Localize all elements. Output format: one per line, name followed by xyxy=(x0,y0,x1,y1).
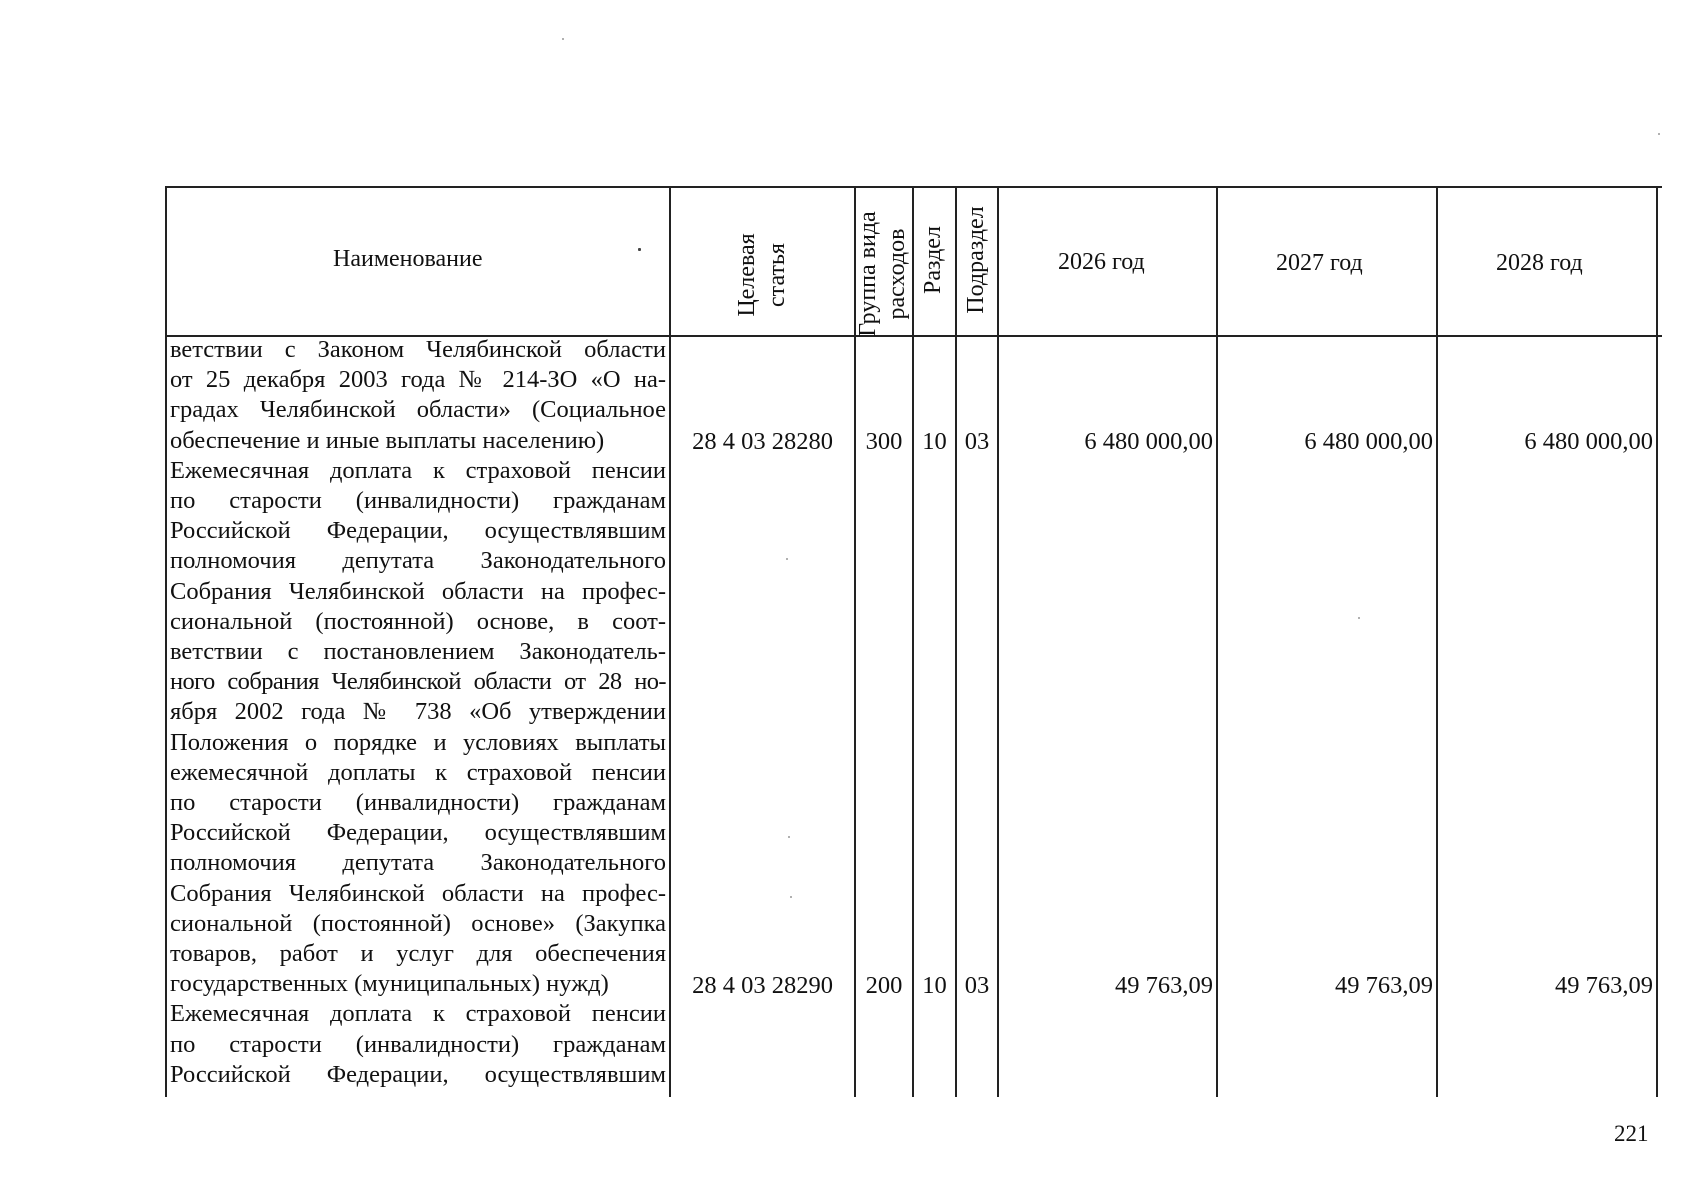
header-2026: 2026 год xyxy=(1058,249,1145,275)
header-2027: 2027 год xyxy=(1276,250,1363,276)
name-line: полномочия депутата Законодательного xyxy=(170,547,666,575)
page-number: 221 xyxy=(1614,1121,1649,1146)
name-line: по старости (инвалидности) гражданам xyxy=(170,1030,666,1058)
name-line: ветствии с постановлением Законодатель- xyxy=(170,638,666,666)
col-divider-right xyxy=(1656,186,1658,1097)
header-2028: 2028 год xyxy=(1496,250,1583,276)
header-group: Группа вида расходов xyxy=(855,211,910,337)
scan-speck xyxy=(638,248,641,251)
row2-2027: 49 763,09 xyxy=(1335,972,1433,999)
header-target: Целевая статья xyxy=(734,233,790,317)
row2-section: 10 xyxy=(922,972,947,999)
col-divider-left xyxy=(165,186,167,1097)
name-line: ября 2002 года № 738 «Об утверждении xyxy=(170,698,666,726)
col-divider-section xyxy=(955,186,957,1097)
header-subsection: Подраздел xyxy=(963,206,989,314)
scan-speck xyxy=(786,558,788,560)
name-line: Ежемесячная доплата к страховой пенсии xyxy=(170,1000,666,1028)
name-line: Российской Федерации, осуществлявшим xyxy=(170,517,666,545)
name-line: Собрания Челябинской области на профес- xyxy=(170,879,666,907)
row1-group: 300 xyxy=(865,428,903,455)
row1-section: 10 xyxy=(922,428,947,455)
name-line: Российской Федерации, осуществлявшим xyxy=(170,1060,666,1088)
header-name: Наименование xyxy=(333,246,483,272)
name-line: ного собрания Челябинской области от 28 но- xyxy=(170,668,666,696)
name-line: товаров, работ и услуг для обеспечения xyxy=(170,940,666,968)
row2-2028: 49 763,09 xyxy=(1555,972,1653,999)
col-divider-group xyxy=(912,186,914,1097)
col-divider-subsection xyxy=(997,186,999,1097)
name-line: полномочия депутата Законодательного xyxy=(170,849,666,877)
scan-speck xyxy=(1358,617,1360,619)
scan-speck xyxy=(1658,133,1660,135)
scan-speck xyxy=(562,38,564,40)
name-line: сиональной (постоянной) основе, в соот- xyxy=(170,607,666,635)
name-line: ежемесячной доплаты к страховой пенсии xyxy=(170,758,666,786)
name-line: Положения о порядке и условиях выплаты xyxy=(170,728,666,756)
scan-speck xyxy=(788,836,790,838)
name-line: от 25 декабря 2003 года № 214-ЗО «О на- xyxy=(170,366,666,394)
row1-subsection: 03 xyxy=(964,428,990,455)
row2-2026: 49 763,09 xyxy=(1115,972,1213,999)
name-line: градах Челябинской области» (Социальное xyxy=(170,396,666,424)
row1-2026: 6 480 000,00 xyxy=(1084,428,1213,455)
col-divider-2027 xyxy=(1436,186,1438,1097)
row1-2028: 6 480 000,00 xyxy=(1524,428,1653,455)
name-line: ветствии с Законом Челябинской области xyxy=(170,336,666,363)
col-divider-name xyxy=(669,186,671,1097)
name-line: сиональной (постоянной) основе» (Закупка xyxy=(170,909,666,937)
name-line: государственных (муниципальных) нужд) xyxy=(170,970,609,998)
name-column-text xyxy=(170,335,666,1090)
header-section: Раздел xyxy=(920,226,946,294)
col-divider-2026 xyxy=(1216,186,1218,1097)
name-line: Российской Федерации, осуществлявшим xyxy=(170,819,666,847)
name-line: обеспечение и иные выплаты населению) xyxy=(170,426,605,454)
name-line: Ежемесячная доплата к страховой пенсии xyxy=(170,456,666,484)
row1-2027: 6 480 000,00 xyxy=(1304,428,1433,455)
name-line: по старости (инвалидности) гражданам xyxy=(170,487,666,515)
row1-target: 28 4 03 28280 xyxy=(692,428,833,455)
row2-subsection: 03 xyxy=(964,972,990,999)
name-line: Собрания Челябинской области на профес- xyxy=(170,577,666,605)
scan-speck xyxy=(790,896,792,898)
row2-group: 200 xyxy=(865,972,903,999)
row2-target: 28 4 03 28290 xyxy=(692,972,833,999)
name-line: по старости (инвалидности) гражданам xyxy=(170,789,666,817)
